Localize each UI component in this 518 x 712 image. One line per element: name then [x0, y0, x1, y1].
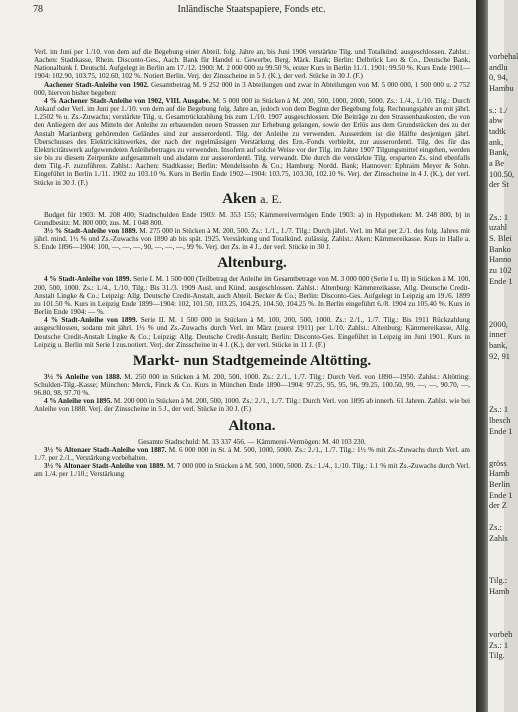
adjacent-page-fragment: inner [489, 330, 507, 340]
paragraph [34, 227, 470, 251]
loan-heading: 3½ % Altonaer Stadt-Anleihe von 1887. [44, 445, 167, 454]
page-number: 78 [33, 4, 43, 15]
adjacent-page-fragment: S. Blei [489, 233, 512, 243]
adjacent-page-fragment: Hamb [489, 587, 510, 596]
adjacent-page-fragment: a Be [489, 159, 505, 168]
paragraph [34, 97, 470, 187]
paragraph [34, 446, 470, 462]
adjacent-page-fragment: bank, [489, 340, 508, 350]
section-title: Aken [222, 190, 257, 207]
loan-heading: 4 % Stadt-Anleihe von 1899. [44, 275, 132, 284]
adjacent-page-fragment: Zahls [489, 533, 508, 543]
loan-heading: 4 % Stadt-Anleihe von 1899. [44, 316, 138, 325]
adjacent-page-fragment: s.: 1./ [489, 105, 508, 115]
paragraph [34, 316, 470, 349]
adjacent-page-fragment: lbesch [489, 415, 511, 425]
adjacent-page-fragment: Banko [489, 244, 511, 254]
adjacent-page-fragment: uzahl [489, 223, 508, 233]
adjacent-page-fragment: tadtk [489, 126, 506, 136]
paragraph-text: M. 7 000 000 in Stücken à M. 500, 1000, 5000. Zs.: 1./4., 1./10. Tilg.: 1.1 % mit Zs.-Zuwachs durch Verl. am 1./4. per 1./10.; Verstärkung [34, 462, 471, 479]
adjacent-page-fragment: ank, [489, 137, 504, 147]
running-title: Inländische Staatspapiere, Fonds etc. [177, 4, 326, 15]
paragraph-text: M. 200 000 in Stücken à M. 200, 500, 1000. Zs.: 2./1., 1./7. Tilg.: Durch Verl. von 1895 ab innerh. 61 Jahren. Zahlst. wie bei Anleihe von 1888. Verj. der Zinsscheine in 5 J., der verl. Stücke in 30 J. (F.) [34, 397, 471, 414]
paragraph-text: Gesamtbetrag M. 9 252 000 in 3 Abteilungen und zwar in Abteilungen von M. 5 000 000, 1 500 000 u. 2 752 000, hiervon bisher begeben: [34, 80, 470, 97]
paragraph-text: M. 6 000 000 in St. à M. 500, 1000, 5000. Zs.: 2./1., 1./7. Tilg.: 1½ % mit Zs.-Zuwachs durch Verl. am 1./7. per 2./1., Verstärkung vorbehalten. [34, 445, 470, 462]
loan-heading: Aachener Stadt-Anleihe von 1902. [44, 80, 149, 89]
adjacent-page-fragment: 2000, [489, 319, 508, 329]
section-heading-altoetting: Markt- nun Stadtgemeinde Altötting. [132, 352, 372, 369]
book-gutter [476, 0, 488, 712]
adjacent-page-fragment: vorbeh [489, 629, 513, 639]
adjacent-page-fragment: der Z [489, 501, 507, 511]
adjacent-page-fragment: Zs.: 1 [489, 640, 509, 650]
adjacent-page-fragment: Hamb [489, 469, 510, 479]
section-title-suffix: a. E. [260, 191, 282, 206]
loan-heading: 4 % Anleihe von 1895. [44, 397, 113, 406]
paragraph: Verl. im Juni per 1./10. von dem auf die Begebung einer Abteil. folg. Jahre an, bis Juni 1906 verstärkte Tilg. und Totalkünd. ausgeschlossen. Zahlst.: Aachen: Stadtkasse, Rhein. Disconto-Ges., Aach. Bank für Handel u. Gewerbe, Berg. Märk. Bank; Berlin: Delbrück Leo & Co., Deutsche Bank, Nationalbank f. Deutschl. Aufgelegt in Berlin am 17./12. 1900: M. 2 000 000 zu 99.50 %, erster Kurs in Berlin 11./1. 1901: 99.50 %. Kurs Ende 1901—1904: 102.90, 103.75, 102.60, 102 %. Notiert Berlin. Verj. der Zinsscheine in 5 J. (K.), der verl. Stücke in 30 J. (F.) [34, 48, 470, 81]
adjacent-page-fragment: 92, 91 [489, 351, 510, 361]
adjacent-page-fragment: vorbehal [489, 52, 518, 61]
adjacent-page-fragment: Tilg. [489, 651, 505, 661]
adjacent-page-fragment: Hambu [489, 84, 514, 94]
adjacent-page-edge [488, 0, 518, 712]
paragraph-text: M. 275 000 in Stücken à M. 200, 500. Zs.: 1./1., 1./7. Tilg.: Durch jährl. Verl. im Mai per 2./1. des folg. Jahres mit jährl. mind. 1½ % und Zs.-Zuwachs von 1890 ab bis spät. 1925. Verstärkung und Totalkünd. zulässig. Zahlst.: Aken: Kämmereikasse. Kurs in Halle a. S. Ende 1896—1904: 100, —, —, —, 90, —, —, —, 99 %. Verj. der Zs. in 4 J., der verl. Stücke in 30 J. [34, 226, 470, 252]
adjacent-page-fragment: Tilg.: [489, 576, 508, 586]
adjacent-page-fragment: Hanno [489, 255, 512, 265]
paragraph: Gesamte Stadtschuld: M. 33 337 456. — Kämmerei-Vermögen: M. 40 103 230. [138, 437, 366, 446]
paragraph [34, 81, 470, 97]
loan-heading: 3½ % Anleihe von 1888. [44, 372, 122, 381]
adjacent-page-fragment: Zs.: 1 [489, 405, 509, 415]
adjacent-page-fragment: Ende 1 [489, 490, 513, 500]
section-heading-aken [34, 191, 470, 208]
loan-heading: 4 % Aachener Stadt-Anleihe von 1902, VIII. Ausgabe. [44, 96, 211, 105]
adjacent-page-fragment: zu 102 [489, 266, 512, 275]
page-body [34, 48, 470, 478]
adjacent-page-fragment: Bank, [489, 148, 509, 158]
adjacent-page-fragment: 100.50, [489, 169, 515, 179]
loan-heading: 3½ % Stadt-Anleihe von 1889. [44, 226, 138, 235]
adjacent-page-fragment: andlu [489, 62, 508, 72]
paragraph-text: Serie I. M. 1 500 000 (Teilbetrag der Anleihe im Gesamtbetrage von M. 3 000 000 (Serie I u. II) in Stücken à M. 100, 200, 500, 1000. Zs.: 1./4., 1./10. Tilg.: Bis 31./3. 1909 Ausl. und Künd. ausgeschlossen. Zahlst.: Altenburg: Kämmereikasse, Allg. Deutsche Credit-Anstalt Lingke & Co.; Leipzig: Allg. Deutsche Credit-Anstalt, auch Abteil. Becker & Co.; Berlin: Disconto-Ges. Aufgelegt in Leipzig am 19./6. 1899 zu 101.50 %. Kurs in Leipzig Ende 1899—1904: 102, 101.50, 103.25, 104.25, 104.50, 104.25 %. In Berlin eingeführt 6./8. 1904 zu 105.40 %. Kurs in Berlin Ende 1904: — %. [34, 275, 470, 317]
paragraph [34, 275, 470, 316]
adjacent-page-fragment: Berlin [489, 480, 510, 489]
adjacent-page-fragment: abw [489, 116, 503, 126]
paragraph [34, 462, 470, 478]
paragraph [34, 373, 470, 397]
paragraph-text: M. 5 000 000 in Stücken à M. 200, 500, 1000, 2000, 5000. Zs.: 1./4., 1./10. Tilg.: Durch Ankauf oder Verl. im Juni per 1./10. von dem auf die Begebung folg. Jahre an, jedoch von dem Beginn der Begebung folg. Rechnungsjahre an mit jährl. 1.2502 % u. Zs.-Zuwachs; verstärkte Tilg. u. Gesamtrückzahlung bis zum 1./10. 1907 ausgeschlossen. Die Beiträge zu den Strassenbaukosten, die von den Anliegern der aus Mitteln der Anleihe zu erbauenden neuen Strassen zur Erhebung gelangen, sowie der Erlös aus dem Grundstücken des zu der Anstalt Marianberg gehörenden Geländes sind zur ausserordentl. Tilg. der Anleihe zu verwenden. Ausserdem ist die Hälfte desjenigen jährl. Überschusses des Elektricitätswerkes, der nach der regelmässigen Verstärkung des Ern.-Fonds verbleibt, zur ausserordentl. Tilg. des für das Elektricitätswerk aufgewendeten Anleihebetrages zu verwenden. Insofern auf solche Weise vor der Tilg. im Jahre 1907 Tilgungsmittel eingehen, werden sie bis zu diesem Zeitpunkte aufgesammelt und alsdann zur ausserordentl. Tilg. verwandt. Die durch die verstärkte Tilg. ersparten Zs. sind ebenfalls dem Tilg.-F. zuzuführen. Zahlst.: Aachen: Stadtkasse; Berlin: Mendelssohn & Co.; Hamburg: Nordd. Bank; Hannover: Ephraim Meyer & Sohn. Eingeführt in Berlin 1./11. 1902 zu 103.10 %. Kurs in Berlin Ende 1902—1904: 103.75, 103.30, 102.10 %. Verj. der Zinsscheine in 4 J. (K.), der verl. Stücke in 30 J. (F.) [34, 96, 470, 187]
loan-heading: 3½ % Altonaer Stadt-Anleihe von 1889. [44, 462, 166, 471]
adjacent-page-fragment: der St [489, 180, 509, 190]
paragraph [34, 397, 470, 413]
paragraph: Budget für 1903: M. 208 400; Stadtschulden Ende 1903: M. 353 155; Kämmereivermögen Ende 1903: a) in Hypotheken: M. 248 800, b) in Grundbesitz: M. 800 000; zus. M. 1 048 800. [34, 210, 470, 227]
paragraph-text: M. 250 000 in Stücken à M. 200, 500, 1000. Zs.: 2./1., 1./7. Tilg.: Durch Verl. von 1890—1950. Zahlst.: Altötting: Schulden-Tilg.-Kasse; München: Merck, Finck & Co. Kurs in München Ende 1890—1904: 97.25, 95, 95, 96, 99.25, 100.50, 99, —, —, 90.70, —, 96.80, 98, 97.70 %. [34, 372, 471, 398]
adjacent-page-fragment: 0, 94, [489, 73, 508, 83]
section-heading-altona: Altona. [228, 417, 276, 434]
section-heading-altenburg: Altenburg. [217, 255, 287, 272]
adjacent-page-fragment: gröss [489, 458, 507, 468]
adjacent-page-fragment: Ende 1 [489, 276, 513, 286]
adjacent-page-fragment: Zs.: 1 [489, 212, 509, 222]
adjacent-page-fragment: Ende 1 [489, 426, 513, 436]
paragraph-text: Serie II. M. 1 500 000 in Stücken à M. 100, 200, 500, 1000. Zs.: 2./1., 1./7. Tilg.: Bis 1911 Rückzahlung ausgeschlossen, sodann mit jährl. 1½ % und Zs.-Zuwachs durch Verl. im März (zuerst 1911) per 1./10. Zahlst.: Altenburg: Kämmereikasse, Allg. Deutsche Credit-Anstalt Lingke & Co.; Leipzig: Allg. Deutsche Credit-Anstalt; Berlin: Disconto-Ges. Eingeführt in Leipzig im Juni 1901. Kurs in Leipzig u. Berlin mit Serie I zus.notiert. Verj. der Zinsscheine in 4 J. (K.), der verl. Stücke in 11 J. (F.) [34, 316, 470, 349]
adjacent-page-fragment: Zs.: [489, 522, 502, 532]
